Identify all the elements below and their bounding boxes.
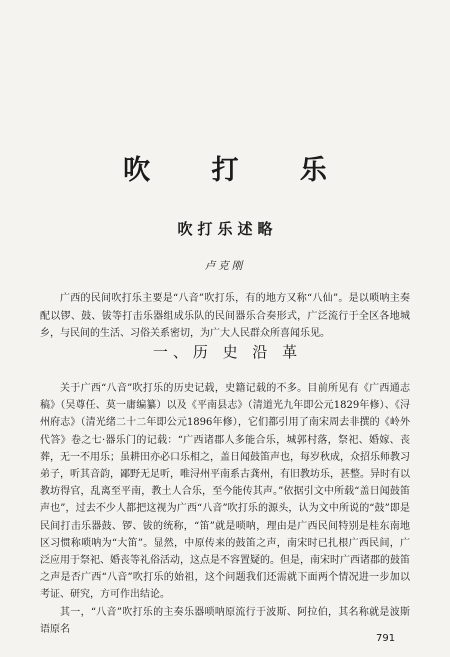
section-heading: 一、历 史 沿 革	[152, 343, 303, 361]
author-name: 卢克刚	[204, 260, 246, 272]
subtitle: 吹打乐述略	[177, 220, 278, 238]
body-paragraph-2: 其一，“八音”吹打乐的主奏乐器唢呐原流行于波斯、阿拉伯，其名称就是波斯语原名	[40, 606, 410, 635]
intro-paragraph: 广西的民间吹打乐主要是“八音”吹打乐，有的地方又称“八仙”。是以唢呐主奏配以锣、鼓、钹等打击乐器组成乐队的民间器乐合奏形式，广泛流行于全区各地城乡，与民间的生活、习俗关系密切，为广大人民群众所喜闻乐见。	[40, 293, 410, 339]
body-paragraph-1: 关于广西“八音”吹打乐的历史记载，史籍记载的不多。目前所见有《广西通志稿》（吴尊任、莫一庸编纂）以及《平南县志》（清道光九年即公元1829年修）、《浔州府志》（清光绪二十二年即公元1896年修），它们都引用了南宋周去非撰的《岭外代答》卷之七·器乐门的记载：“广西诸郡人多能合乐，城郭村落，祭祀、婚嫁、丧葬，无一不用乐；虽耕田亦必口乐相之，盖日闻鼓笛声也，每岁秋成，众招乐师教习弟子，听其音韵，鄙野无足听，唯浔州平南系古龚州，有旧教坊乐，甚整。异时有以教坊得官，乱离至平南，教土人合乐，至今能传其声。”依据引文中所载“盖日闻鼓笛声也”，过去不少人都把这视为广西“八音”吹打乐的源头，认为文中所说的“鼓”即是民间打击乐器鼓、锣、钹的统称，“笛”就是唢呐，理由是广西民间特别是桂东南地区习惯称唢呐为“大笛”。显然，中原传来的鼓笛之声，南宋时已扎根广西民间，广泛应用于祭祀、婚丧等礼俗活动，这点是不容置疑的。但是，南宋时广西诸郡的鼓笛之声是否广西“八音”吹打乐的始祖，这个问题我们还需就下面两个情况进一步加以考证、研究，方可作出结论。	[40, 383, 410, 601]
body-text	[40, 380, 410, 638]
page-number: 791	[376, 633, 396, 644]
intro-block	[40, 290, 410, 343]
main-title: 吹 打 乐	[123, 155, 353, 186]
